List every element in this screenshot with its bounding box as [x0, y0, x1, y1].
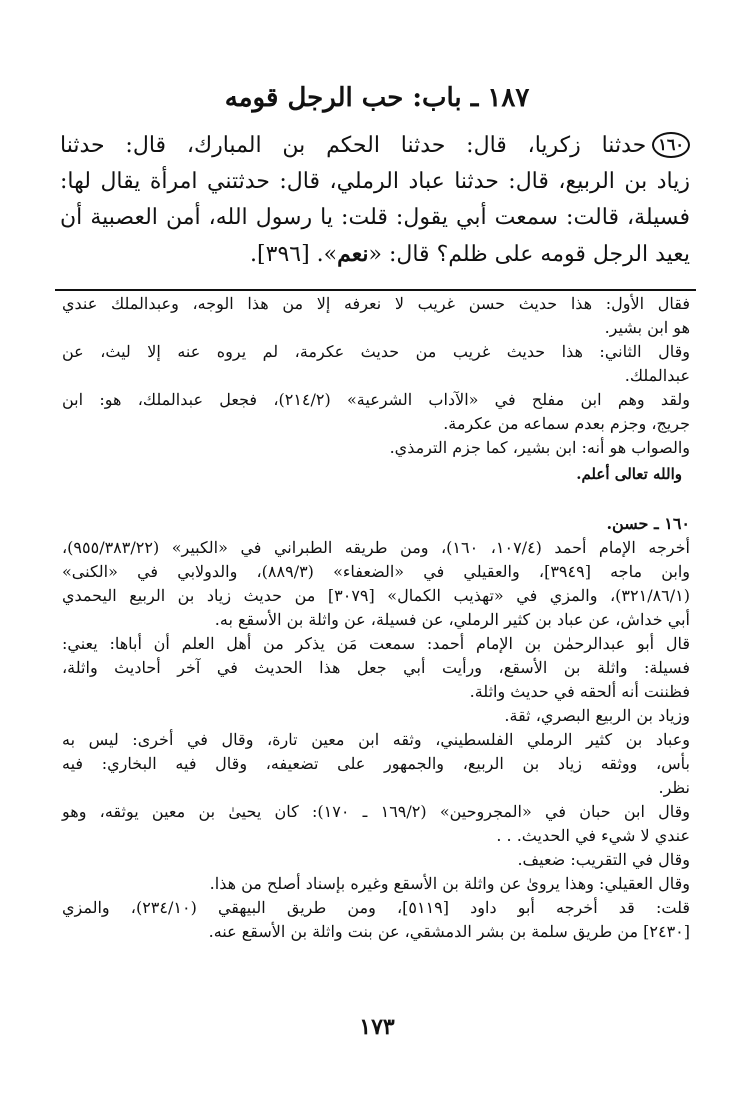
takhrij-line: وقال في التقريب: ضعيف. — [517, 850, 690, 869]
hadith-text — [60, 128, 690, 272]
takhrij-line: (٣٢١/٨٦/١)، والمزي في «تهذيب الكمال» [٣٠٧٩] من حديث زياد بن الربيع اليحمدي — [62, 586, 690, 605]
hadith-line — [60, 128, 690, 164]
hadith-line-text: حدثنا زكريا، قال: حدثنا الحكم بن المبارك، قال: حدثنا — [60, 133, 647, 158]
takhrij-line: أبي خداش، عن عباد بن كثير الرملي، عن فسيلة، عن واثلة بن الأسقع به. — [214, 610, 690, 629]
hadith-line: فسيلة، قالت: سمعت أبي يقول: قلت: يا رسول الله، أمن العصبية أن — [60, 205, 690, 230]
chapter-title: ١٨٧ ـ باب: حب الرجل قومه — [224, 83, 530, 113]
takhrij-block — [62, 512, 690, 944]
note-line: ولقد وهم ابن مفلح في «الآداب الشرعية» (٢١٤/٢)، فجعل عبدالملك، هو: ابن — [62, 390, 690, 409]
takhrij-line: وابن ماجه [٣٩٤٩]، والعقيلي في «الضعفاء» (٨٨٩/٣)، والدولابي في «الكنى» — [62, 562, 690, 581]
page-number: ١٧٣ — [359, 1014, 395, 1040]
hadith-line-text: ». [٣٩٦]. — [250, 242, 338, 267]
takhrij-line: بأس، ووثقه زياد بن الربيع، والجمهور على تضعيفه، وقال فيه البخاري: فيه — [62, 754, 690, 773]
takhrij-line: وزياد بن الربيع البصري، ثقة. — [504, 706, 690, 725]
note-line: جريج، وجزم بعدم سماعه من عكرمة. — [443, 414, 690, 433]
note-line: فقال الأول: هذا حديث حسن غريب لا نعرفه إلا من هذا الوجه، وعبدالملك عندي — [62, 294, 690, 313]
hadith-line-text: يعيد الرجل قومه على ظلم؟ قال: « — [368, 242, 690, 267]
takhrij-line: وقال العقيلي: وهذا يروىٰ عن واثلة بن الأسقع وغيره بإسناد أصلح من هذا. — [209, 874, 690, 893]
takhrij-line: قال أبو عبدالرحمٰن بن الإمام أحمد: سمعت مَن يذكر من أهل العلم أن أباها: يعني: — [62, 634, 690, 653]
takhrij-line: أخرجه الإمام أحمد (١٠٧/٤، ١٦٠)، ومن طريقه الطبراني في «الكبير» (٩٥٥/٣٨٣/٢٢)، — [62, 538, 690, 557]
takhrij-line: [٢٤٣٠] من طريق سلمة بن بشر الدمشقي، عن بنت واثلة بن الأسقع عنه. — [208, 922, 690, 941]
takhrij-line: عندي لا شيء في الحديث. . . — [496, 826, 690, 845]
takhrij-line: فظننت أنه ألحقه في حديث واثلة. — [469, 682, 690, 701]
takhrij-heading: ١٦٠ ـ حسن. — [606, 514, 690, 533]
hadith-number-badge: ١٦٠ — [652, 132, 690, 158]
hadith-answer: نعم — [337, 241, 369, 267]
hadith-line: زياد بن الربيع، قال: حدثنا عباد الرملي، قال: حدثتني امرأة يقال لها: — [60, 169, 690, 194]
note-line: وقال الثاني: هذا حديث غريب من حديث عكرمة، لم يروه عنه إلا ليث، عن — [62, 342, 690, 361]
takhrij-line: وقال ابن حبان في «المجروحين» (١٦٩/٢ ـ ١٧٠): كان يحيىٰ بن معين يوثقه، وهو — [62, 802, 691, 821]
note-line: هو ابن بشير. — [604, 318, 690, 337]
takhrij-line: قلت: قد أخرجه أبو داود [٥١١٩]، ومن طريق البيهقي (٢٣٤/١٠)، والمزي — [62, 898, 691, 917]
footnote-block — [62, 292, 690, 488]
takhrij-line: فسيلة: واثلة بن الأسقع، ورأيت أبي جعل هذا الحديث في آخر أحاديث واثلة، — [62, 658, 690, 677]
footnote-divider — [55, 289, 696, 291]
note-closing: والله تعالى أعلم. — [576, 465, 682, 483]
hadith-line — [60, 236, 690, 272]
takhrij-line: وعباد بن كثير الرملي الفلسطيني، وثقه ابن معين تارة، وقال في أخرى: ليس به — [62, 730, 690, 749]
note-line: والصواب هو أنه: ابن بشير، كما جزم الترمذي. — [389, 438, 690, 457]
note-line: عبدالملك. — [624, 366, 690, 385]
takhrij-line: نظر. — [658, 778, 690, 797]
